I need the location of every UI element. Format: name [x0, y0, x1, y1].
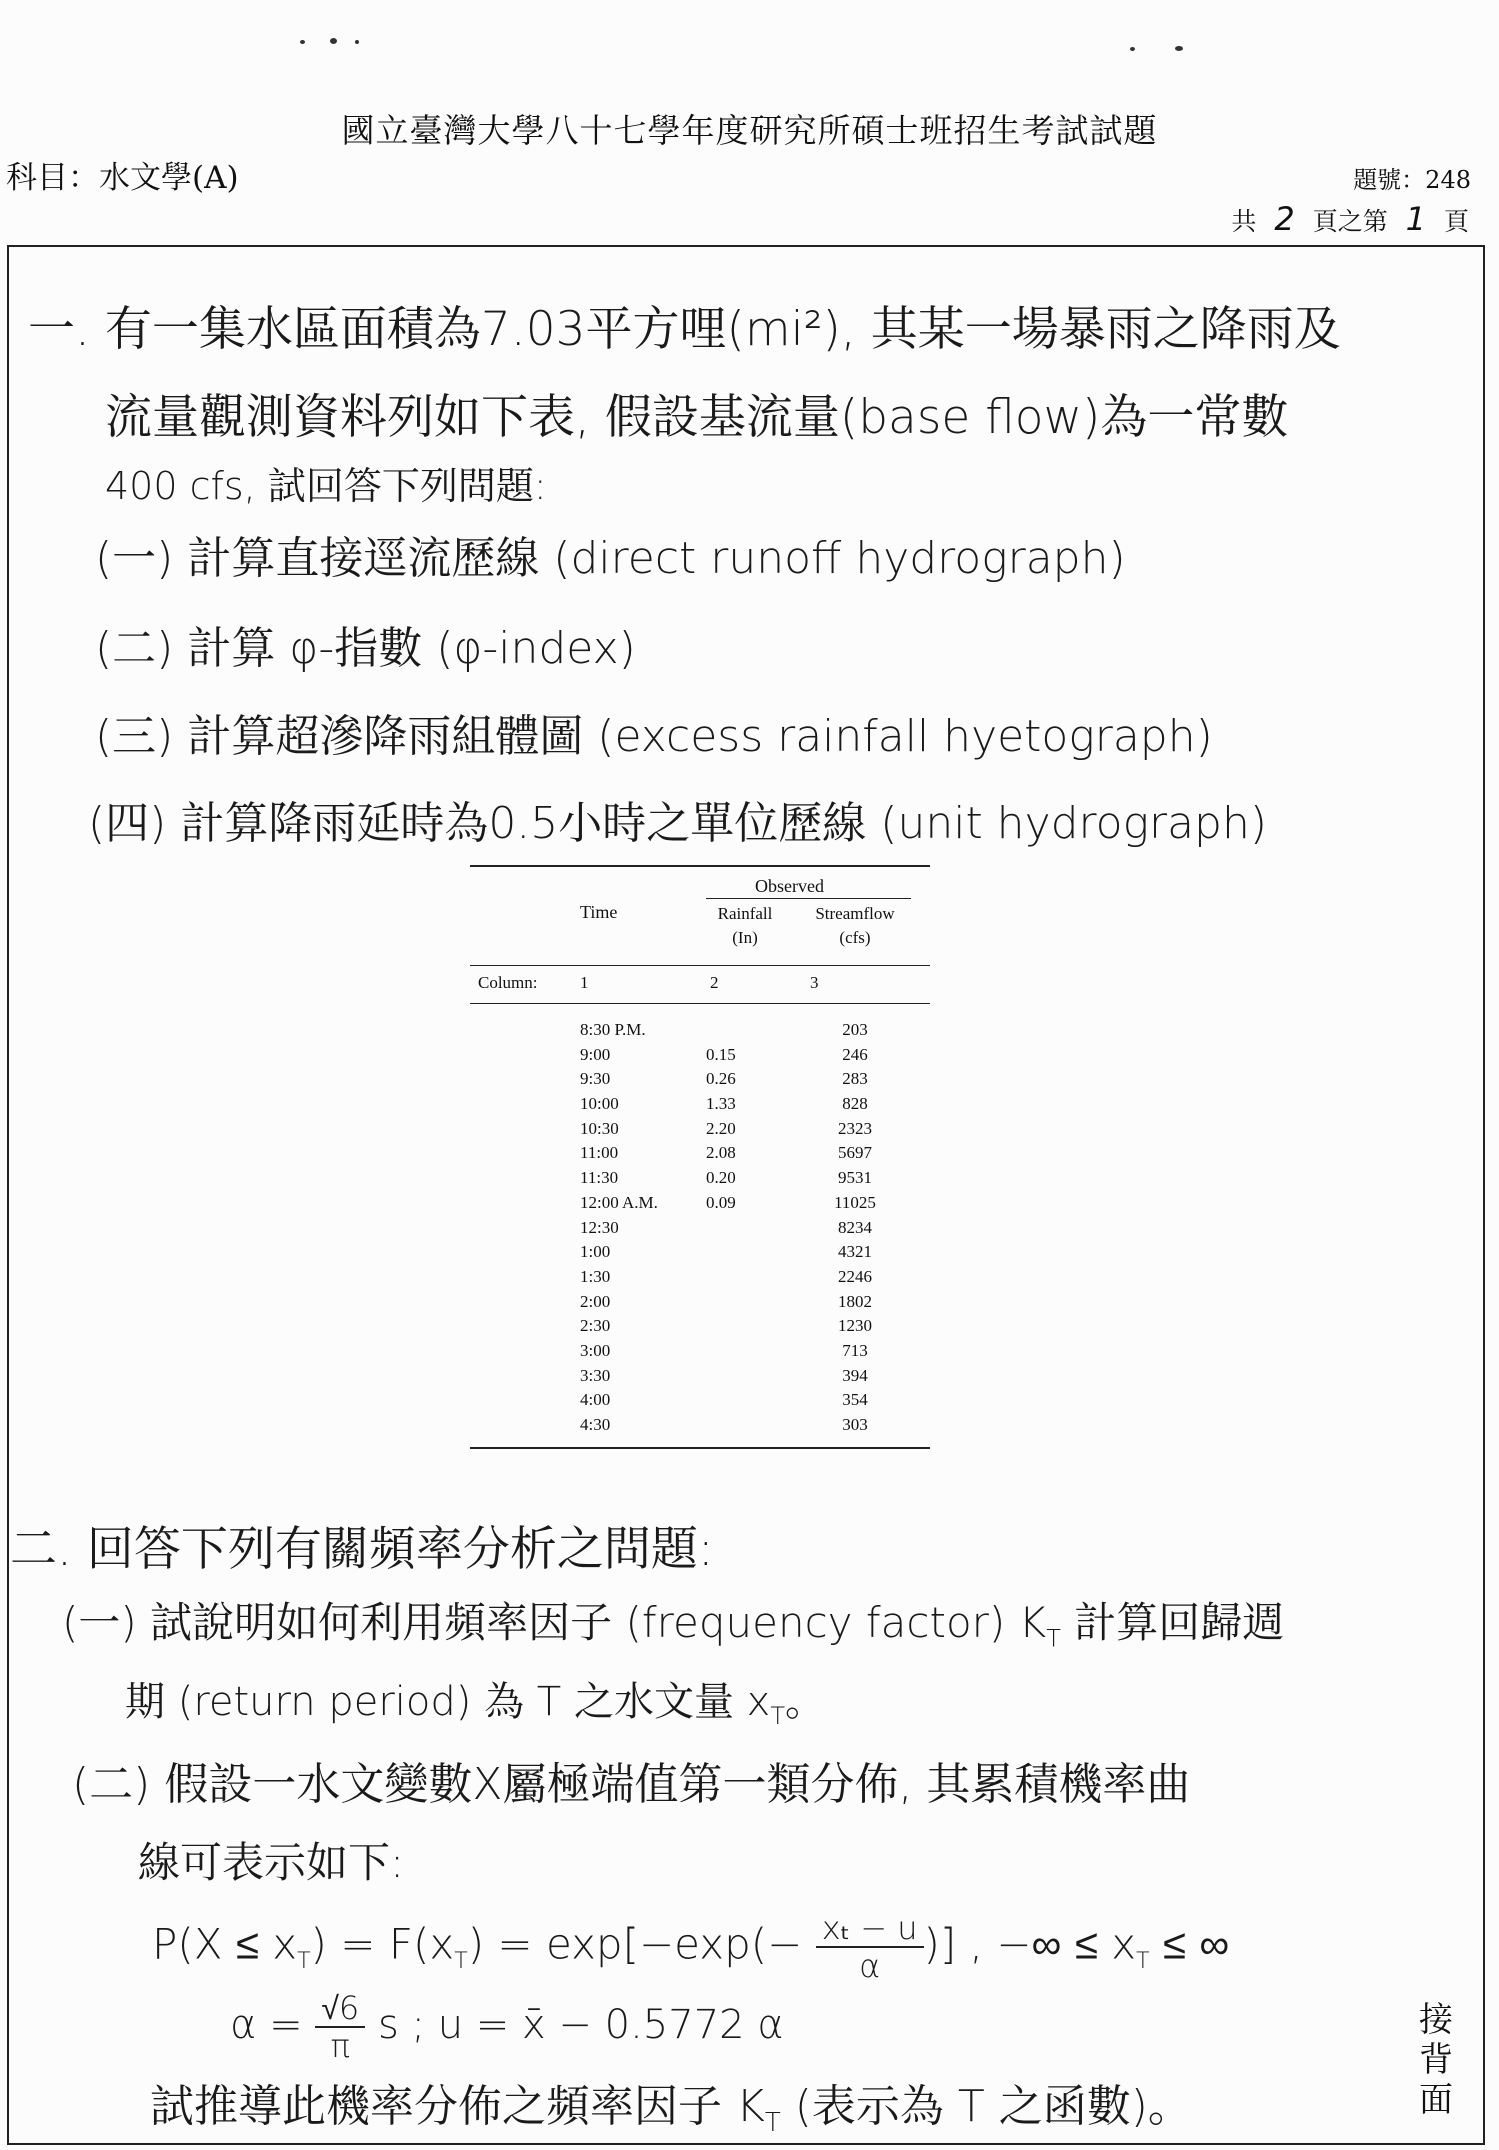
time-cell: 4:30: [580, 1415, 611, 1434]
rainfall-cell: 0.09: [706, 1192, 736, 1212]
q1-sub-3: (三) 計算超滲降雨組體圖 (excess rainfall hyetograph): [95, 711, 1213, 762]
f1-sub-3: T: [1136, 1948, 1150, 1974]
q1-sub-1: (一) 計算直接逕流歷線 (direct runoff hydrograph): [95, 533, 1126, 584]
q2-a2-text: 期 (return period) 為 T 之水文量 x: [125, 1679, 771, 1725]
time-cell: 11:00: [580, 1143, 619, 1163]
streamflow-header-label: Streamflow: [815, 904, 895, 923]
q2-a2-end: 。: [785, 1679, 826, 1725]
f2-denominator: π: [330, 2027, 350, 2065]
time-cell: 10:30: [580, 1118, 619, 1138]
table-row: [470, 1388, 930, 1413]
table-row: [470, 1290, 930, 1315]
q2-part-a-line-1: [62, 1590, 1284, 1652]
scan-speck: [1175, 46, 1183, 51]
rainfall-header-unit: (In): [732, 928, 758, 947]
page-title: 國立臺灣大學八十七學年度研究所碩士班招生考試試題: [341, 111, 1158, 150]
f2-right: s ; u = x̄ − 0.5772 α: [377, 2002, 784, 2048]
f1-right: )] , −∞ ≤ x: [923, 1919, 1137, 1969]
scan-speck: [1130, 47, 1135, 51]
page-of: 頁之第: [1312, 207, 1388, 236]
streamflow-cell: 4321: [838, 1242, 872, 1262]
f1-mid: ) = F(x: [310, 1919, 455, 1969]
rainfall-cell: 1.33: [706, 1094, 736, 1114]
time-cell: 12:30: [580, 1217, 619, 1237]
streamflow-cell: 203: [842, 1020, 868, 1039]
time-cell: 10:00: [580, 1094, 619, 1114]
f2-numerator: √6: [315, 1990, 365, 2028]
streamflow-cell: 11025: [834, 1192, 876, 1212]
column-3: 3: [810, 973, 819, 992]
time-cell: 11:30: [580, 1168, 619, 1188]
streamflow-header-unit: (cfs): [839, 928, 871, 947]
q2-a1-subscript: T: [1046, 1624, 1061, 1653]
time-cell: 2:30: [580, 1316, 611, 1336]
page-current: 1: [1405, 200, 1427, 238]
q2-line-1: 二. 回答下列有關頻率分析之問題:: [10, 1522, 714, 1577]
column-1: 1: [580, 973, 589, 992]
q2-a1-text: (一) 試說明如何利用頻率因子 (frequency factor) K: [62, 1598, 1047, 1647]
time-cell: 9:00: [580, 1044, 611, 1064]
table-row: [470, 1265, 930, 1290]
streamflow-cell: 283: [842, 1069, 868, 1089]
exam-number: 題號：248: [1353, 166, 1471, 194]
table-row: [470, 1314, 930, 1339]
rainfall-cell: 0.20: [706, 1168, 736, 1188]
q1-line-1: 一. 有一集水區面積為7.03平方哩(mi²), 其某一場暴雨之降雨及: [28, 302, 1341, 357]
rainfall-cell: 0.26: [706, 1069, 736, 1089]
f1-mid2: ) = exp[−exp(−: [467, 1919, 803, 1969]
streamflow-cell: 2246: [838, 1266, 872, 1286]
streamflow-cell: 1802: [838, 1291, 872, 1311]
page-total: 2: [1274, 200, 1295, 238]
time-cell: 1:30: [580, 1266, 611, 1286]
cdf-formula: [152, 1910, 1229, 1984]
turn-over-note: 接背面: [1419, 2000, 1453, 2120]
time-cell: 3:00: [580, 1340, 611, 1360]
f1-sub-2: T: [454, 1948, 468, 1974]
table-row: [470, 1413, 930, 1438]
streamflow-cell: 303: [842, 1415, 868, 1434]
parameter-formula: [230, 1990, 784, 2064]
rainfall-cell: 2.08: [706, 1143, 736, 1163]
table-row: [470, 1191, 930, 1216]
streamflow-cell: 354: [842, 1390, 868, 1410]
streamflow-cell: 9531: [838, 1168, 872, 1188]
streamflow-cell: 246: [842, 1044, 868, 1064]
scan-speck: [330, 38, 337, 44]
streamflow-cell: 713: [842, 1340, 868, 1360]
rainfall-cell: 2.20: [706, 1118, 736, 1138]
scan-speck: [300, 40, 305, 44]
streamflow-cell: 1230: [838, 1316, 872, 1336]
time-cell: 3:30: [580, 1365, 611, 1385]
table-rule: [706, 898, 911, 899]
q2-part-b-line-1: (二) 假設一水文變數X屬極端值第一類分佈, 其累積機率曲: [72, 1759, 1191, 1810]
time-cell: 9:30: [580, 1069, 611, 1089]
q2-last-end: (表示為 T 之函數)。: [780, 2081, 1192, 2132]
q2-part-a-line-2: [125, 1670, 825, 1730]
column-label: Column:: [478, 973, 538, 992]
q2-final-line: [150, 2070, 1192, 2138]
f2-left: α =: [230, 2002, 303, 2048]
table-row: [470, 1364, 930, 1389]
table-rule: [470, 965, 930, 966]
table-row: [470, 1067, 930, 1092]
rainfall-header-label: Rainfall: [717, 904, 773, 923]
f1-end: ≤ ∞: [1149, 1919, 1230, 1969]
f1-denominator: α: [859, 1947, 881, 1985]
f1-left: P(X ≤ x: [152, 1919, 298, 1969]
streamflow-cell: 8234: [838, 1217, 872, 1237]
q1-sub-2: (二) 計算 φ-指數 (φ-index): [95, 623, 636, 674]
table-row: [470, 1339, 930, 1364]
rainfall-header: [710, 902, 780, 950]
f2-fraction: [315, 1990, 365, 2064]
time-cell: 8:30 P.M.: [580, 1020, 646, 1039]
q1-line-2: 流量觀測資料列如下表, 假設基流量(base flow)為一常數: [105, 390, 1289, 445]
streamflow-cell: 828: [842, 1094, 868, 1114]
q1-sub-4: (四) 計算降雨延時為0.5小時之單位歷線 (unit hydrograph): [88, 798, 1268, 849]
table-row: [470, 1166, 930, 1191]
f1-sub-1: T: [297, 1948, 311, 1974]
streamflow-cell: 394: [842, 1365, 868, 1385]
q2-part-b-line-2: 線可表示如下:: [138, 1838, 405, 1887]
table-row: [470, 1240, 930, 1265]
table-row: [470, 1141, 930, 1166]
time-cell: 12:00 A.M.: [580, 1192, 658, 1212]
scan-speck: [355, 40, 359, 44]
table-row: [470, 1092, 930, 1117]
q2-last-subscript: T: [764, 2107, 781, 2138]
column-2: 2: [710, 973, 719, 992]
table-row: [470, 1018, 930, 1043]
streamflow-cell: 5697: [838, 1143, 872, 1163]
table-row: [470, 1216, 930, 1241]
time-cell: 1:00: [580, 1242, 611, 1262]
table-row: [470, 1043, 930, 1068]
table-body: [470, 1018, 930, 1438]
page-total-prefix: 共: [1231, 207, 1257, 236]
rainfall-cell: 0.15: [706, 1044, 736, 1064]
q2-last-text: 試推導此機率分佈之頻率因子 K: [150, 2081, 765, 2132]
streamflow-cell: 2323: [838, 1118, 872, 1138]
page-suffix: 頁: [1443, 207, 1469, 236]
time-header: Time: [580, 902, 618, 922]
time-cell: 4:00: [580, 1390, 611, 1410]
q1-line-3: 400 cfs, 試回答下列問題:: [105, 464, 547, 508]
f1-numerator: xₜ − u: [816, 1910, 924, 1948]
subject-label: 科目：水文學(A): [6, 160, 239, 196]
f1-fraction: [816, 1910, 924, 1984]
q2-a1-end: 計算回歸週: [1060, 1598, 1285, 1647]
observed-header: Observed: [755, 876, 824, 896]
table-row: [470, 1117, 930, 1142]
table-rule: [470, 865, 930, 867]
page-info: [1221, 200, 1469, 238]
table-rule: [470, 1003, 930, 1004]
time-cell: 2:00: [580, 1291, 611, 1311]
table-rule: [470, 1447, 930, 1449]
streamflow-header: [800, 902, 910, 950]
q2-a2-subscript: T: [770, 1702, 786, 1730]
